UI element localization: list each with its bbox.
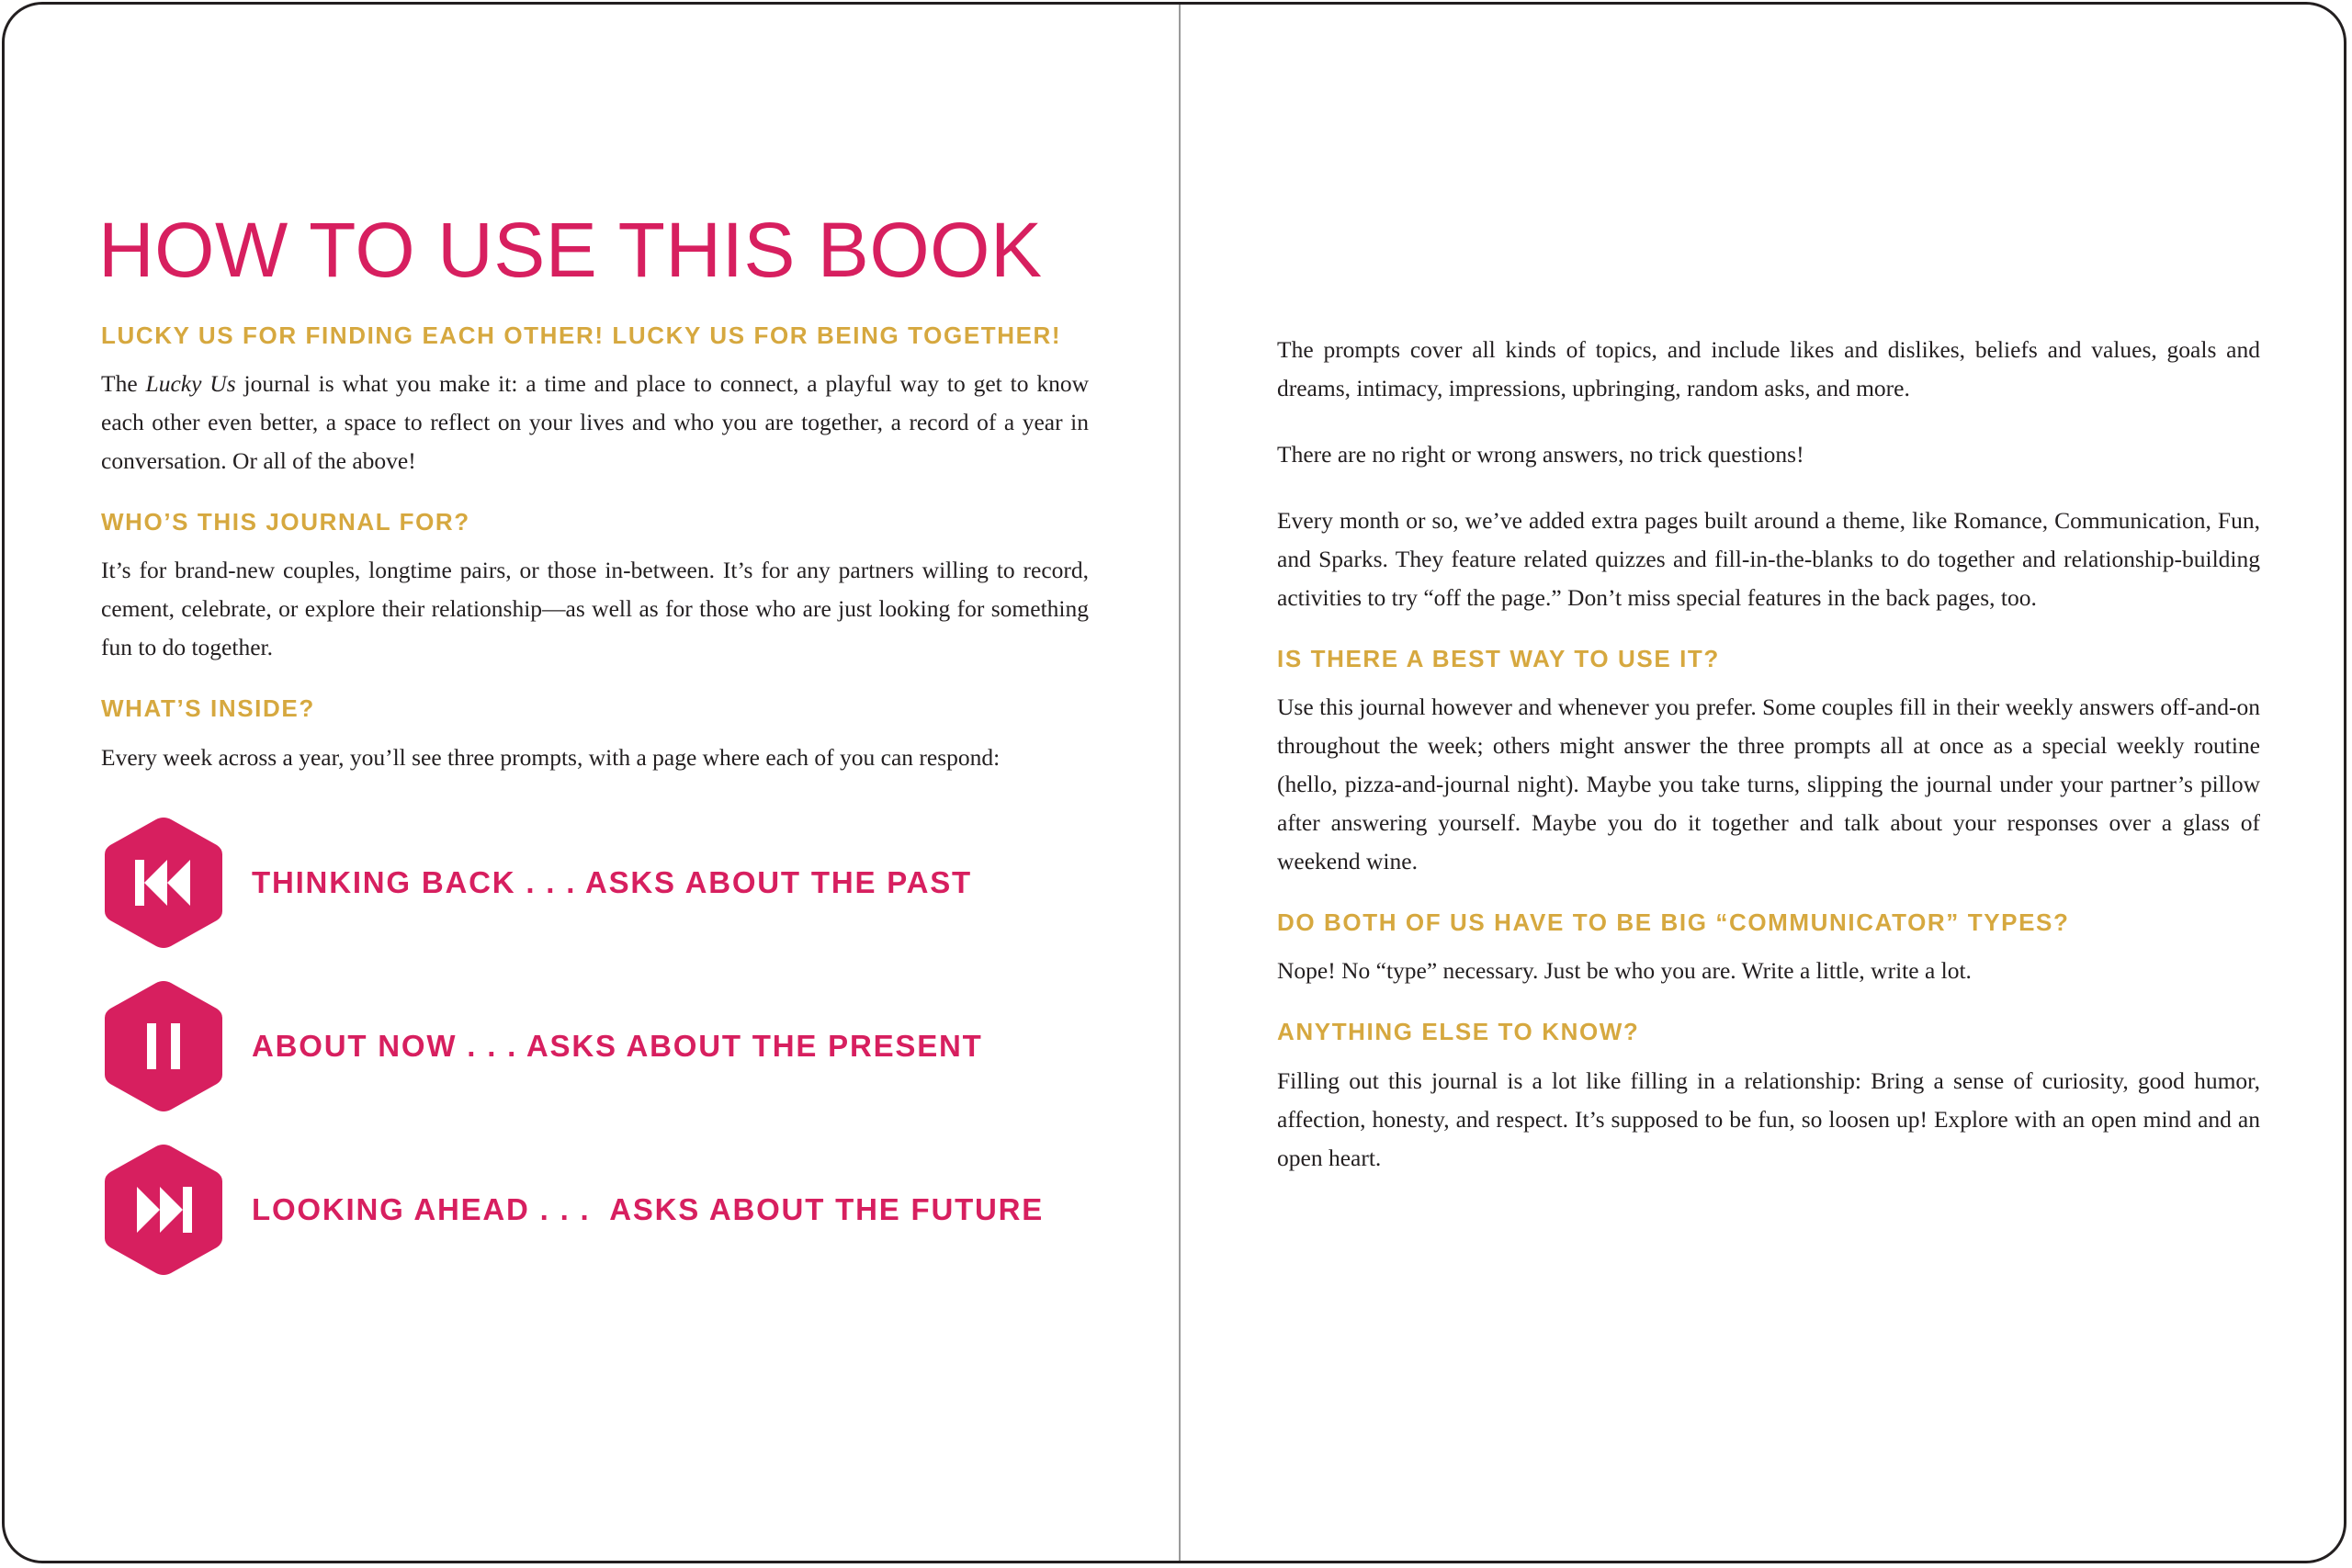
book-spread: [2, 2, 2346, 1563]
section-heading-lucky: LUCKY US FOR FINDING EACH OTHER! LUCKY US FOR BEING TOGETHER!: [101, 321, 1062, 349]
rewind-icon: [101, 814, 226, 952]
section-text-who: It’s for brand-new couples, longtime pairs, or those in-between. It’s for any partners willing to record, cement, celebrate, or explore their relationship—as well as for those who are just looking for something fun to do together.: [101, 557, 1089, 661]
section-heading-inside: WHAT’S INSIDE?: [101, 694, 315, 723]
section-heading-best-way: IS THERE A BEST WAY TO USE IT?: [1277, 645, 1720, 672]
section-text-communicator: Nope! No “type” necessary. Just be who you are. Write a little, write a lot.: [1277, 957, 1972, 985]
section-heading-who: WHO’S THIS JOURNAL FOR?: [101, 508, 470, 536]
prompt-label-past: THINKING BACK . . . ASKS ABOUT THE PAST: [252, 864, 972, 899]
left-page: [98, 207, 1090, 1301]
prompt-item-past: [101, 810, 1089, 955]
journal-name: Lucky Us: [145, 370, 236, 398]
page-title: HOW TO USE THIS BOOK: [98, 207, 1043, 293]
section-text-anything-else: Filling out this journal is a lot like filling in a relationship: Bring a sense of curiosity, good humor, affection, honesty, and respect. It’s supposed to be fun, so loosen up! Explore with an open mind and an open heart.: [1277, 1066, 2260, 1171]
section-heading-communicator: DO BOTH OF US HAVE TO BE BIG “COMMUNICATOR” TYPES?: [1277, 908, 2070, 937]
prompt-item-future: [101, 1137, 1089, 1282]
section-heading-anything-else: ANYTHING ELSE TO KNOW?: [1277, 1018, 1640, 1046]
extra-pages-text: Every month or so, we’ve added extra pages built around a theme, like Romance, Communication, Fun, and Sparks. They feature related quizzes and fill-in-the-blanks to do together and relationship-building activities to try “off the page.” Don’t miss special features in the back pages, too.: [1277, 507, 2260, 611]
right-page: [1277, 331, 2260, 1205]
intro-text: The prompts cover all kinds of topics, and include likes and dislikes, beliefs and values, goals and dreams, intimacy, impressions, upbringing, random asks, and more.: [1277, 336, 2260, 401]
prompt-label-present: ABOUT NOW . . . ASKS ABOUT THE PRESENT: [252, 1028, 983, 1063]
section-text-inside: Every week across a year, you’ll see three prompts, with a page where each of you can respond:: [101, 743, 1001, 771]
prompt-label-future: LOOKING AHEAD . . . ASKS ABOUT THE FUTURE: [252, 1191, 1045, 1226]
page-gutter: [1179, 5, 1181, 1561]
fast-forward-icon: [101, 1141, 226, 1279]
prompt-item-present: [101, 974, 1089, 1119]
pause-icon: [101, 977, 226, 1115]
section-text-lucky: The Lucky Us journal is what you make it: a time and place to connect, a playful way to get to know each other even better, a space to reflect on your lives and who you are together, a record of a year in conversation. Or all of the above!: [101, 370, 1090, 475]
section-text-best-way: Use this journal however and whenever you prefer. Some couples fill in their weekly answers off-and-on throughout the week; others might answer the three prompts all at once as a special weekly routine (hello, pizza-and-journal night). Maybe you take turns, slipping the journal under your partner’s pillow after answering yourself. Maybe you do it together and talk about your responses over a glass of weekend wine.: [1277, 694, 2260, 875]
prompt-list: [101, 810, 1089, 1282]
no-wrong-answers-text: There are no right or wrong answers, no trick questions!: [1277, 441, 1804, 468]
